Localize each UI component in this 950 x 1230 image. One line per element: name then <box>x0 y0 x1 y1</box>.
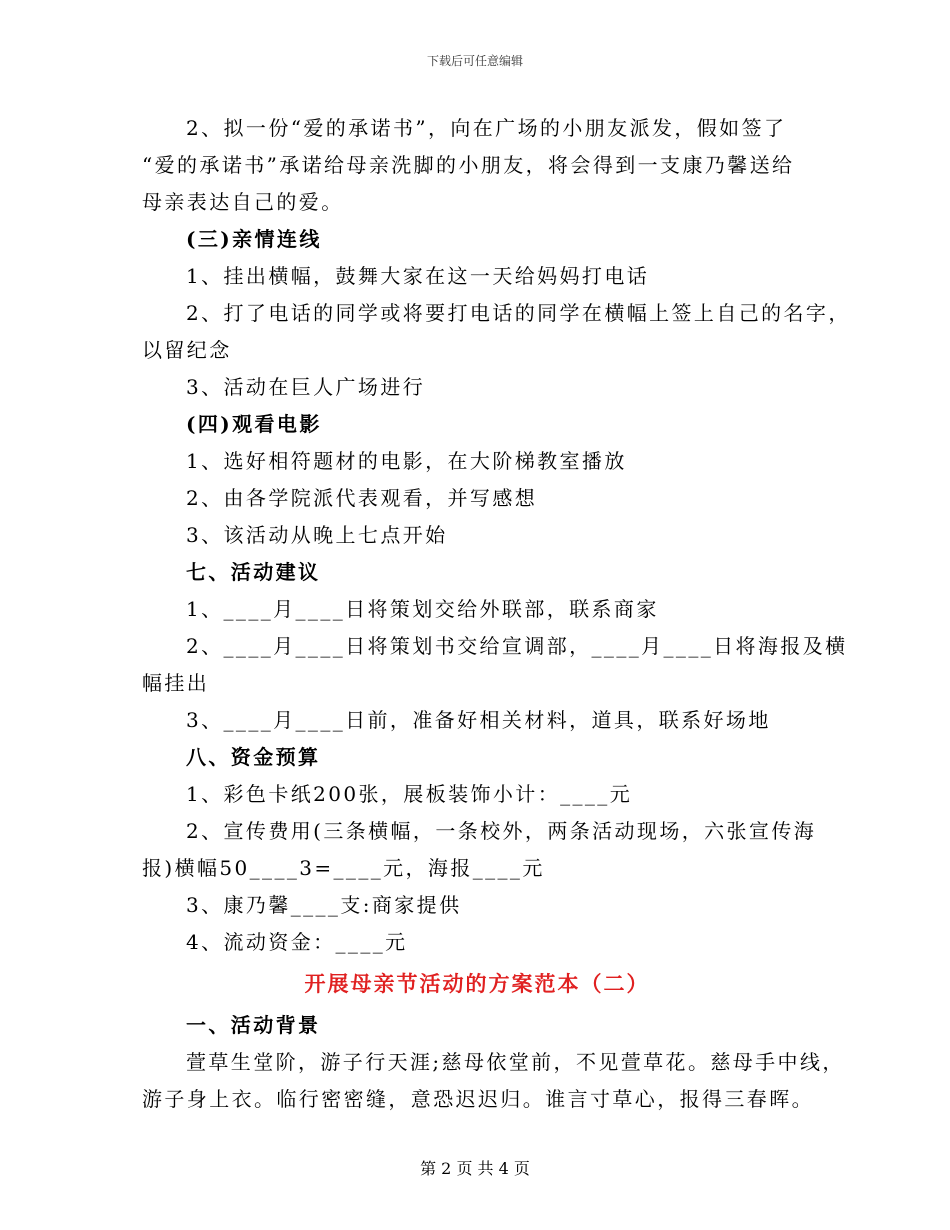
section-heading: 一、活动背景 <box>186 1013 321 1037</box>
section-heading: (四)观看电影 <box>186 412 322 436</box>
paragraph-line: 母亲表达自己的爱。 <box>142 190 344 214</box>
paragraph-line: 1、____月____日将策划交给外联部，联系商家 <box>186 597 659 621</box>
section-heading: 七、活动建议 <box>186 560 321 584</box>
paragraph-line: 报)横幅50____3=____元，海报____元 <box>142 856 545 880</box>
paragraph-line: 2、____月____日将策划书交给宣调部，____月____日将海报及横 <box>186 634 848 658</box>
paragraph-line: 2、宣传费用(三条横幅，一条校外，两条活动现场，六张宣传海 <box>186 819 817 843</box>
paragraph-line: 2、拟一份“爱的承诺书”，向在广场的小朋友派发，假如签了 <box>186 116 787 140</box>
paragraph-line: 游子身上衣。临行密密缝，意恐迟迟归。谁言寸草心，报得三春晖。 <box>142 1087 814 1111</box>
paragraph-line: 3、该活动从晚上七点开始 <box>186 523 448 547</box>
paragraph-line: 1、彩色卡纸200张，展板装饰小计：____元 <box>186 782 633 806</box>
paragraph-line: 2、由各学院派代表观看，并写感想 <box>186 486 538 510</box>
document-body <box>142 110 851 1118</box>
section-heading: (三)亲情连线 <box>186 227 322 251</box>
paragraph-line: 以留纪念 <box>142 338 232 362</box>
section-two-lines <box>142 1007 845 1118</box>
paragraph-line: “爱的承诺书”承诺给母亲洗脚的小朋友，将会得到一支康乃馨送给 <box>142 153 795 177</box>
paragraph-line: 幅挂出 <box>142 671 210 695</box>
paragraph-line: 萱草生堂阶，游子行天涯;慈母依堂前，不见萱草花。慈母手中线， <box>186 1050 845 1074</box>
page-header: 下载后可任意编辑 <box>426 54 523 68</box>
section-title: 开展母亲节活动的方案范本（二） <box>304 971 650 996</box>
section-one-lines <box>142 110 851 961</box>
page-footer: 第 2 页 共 4 页 <box>420 1159 530 1178</box>
paragraph-line: 1、选好相符题材的电影，在大阶梯教室播放 <box>186 449 627 473</box>
paragraph-line: 1、挂出横幅，鼓舞大家在这一天给妈妈打电话 <box>186 264 650 288</box>
paragraph-line: 2、打了电话的同学或将要打电话的同学在横幅上签上自己的名字， <box>186 301 851 325</box>
paragraph-line: 3、____月____日前，准备好相关材料，道具，联系好场地 <box>186 708 771 732</box>
section-heading: 八、资金预算 <box>186 745 321 769</box>
paragraph-line: 3、康乃馨____支:商家提供 <box>186 893 462 917</box>
paragraph-line: 3、活动在巨人广场进行 <box>186 375 426 399</box>
paragraph-line: 4、流动资金：____元 <box>186 930 408 954</box>
